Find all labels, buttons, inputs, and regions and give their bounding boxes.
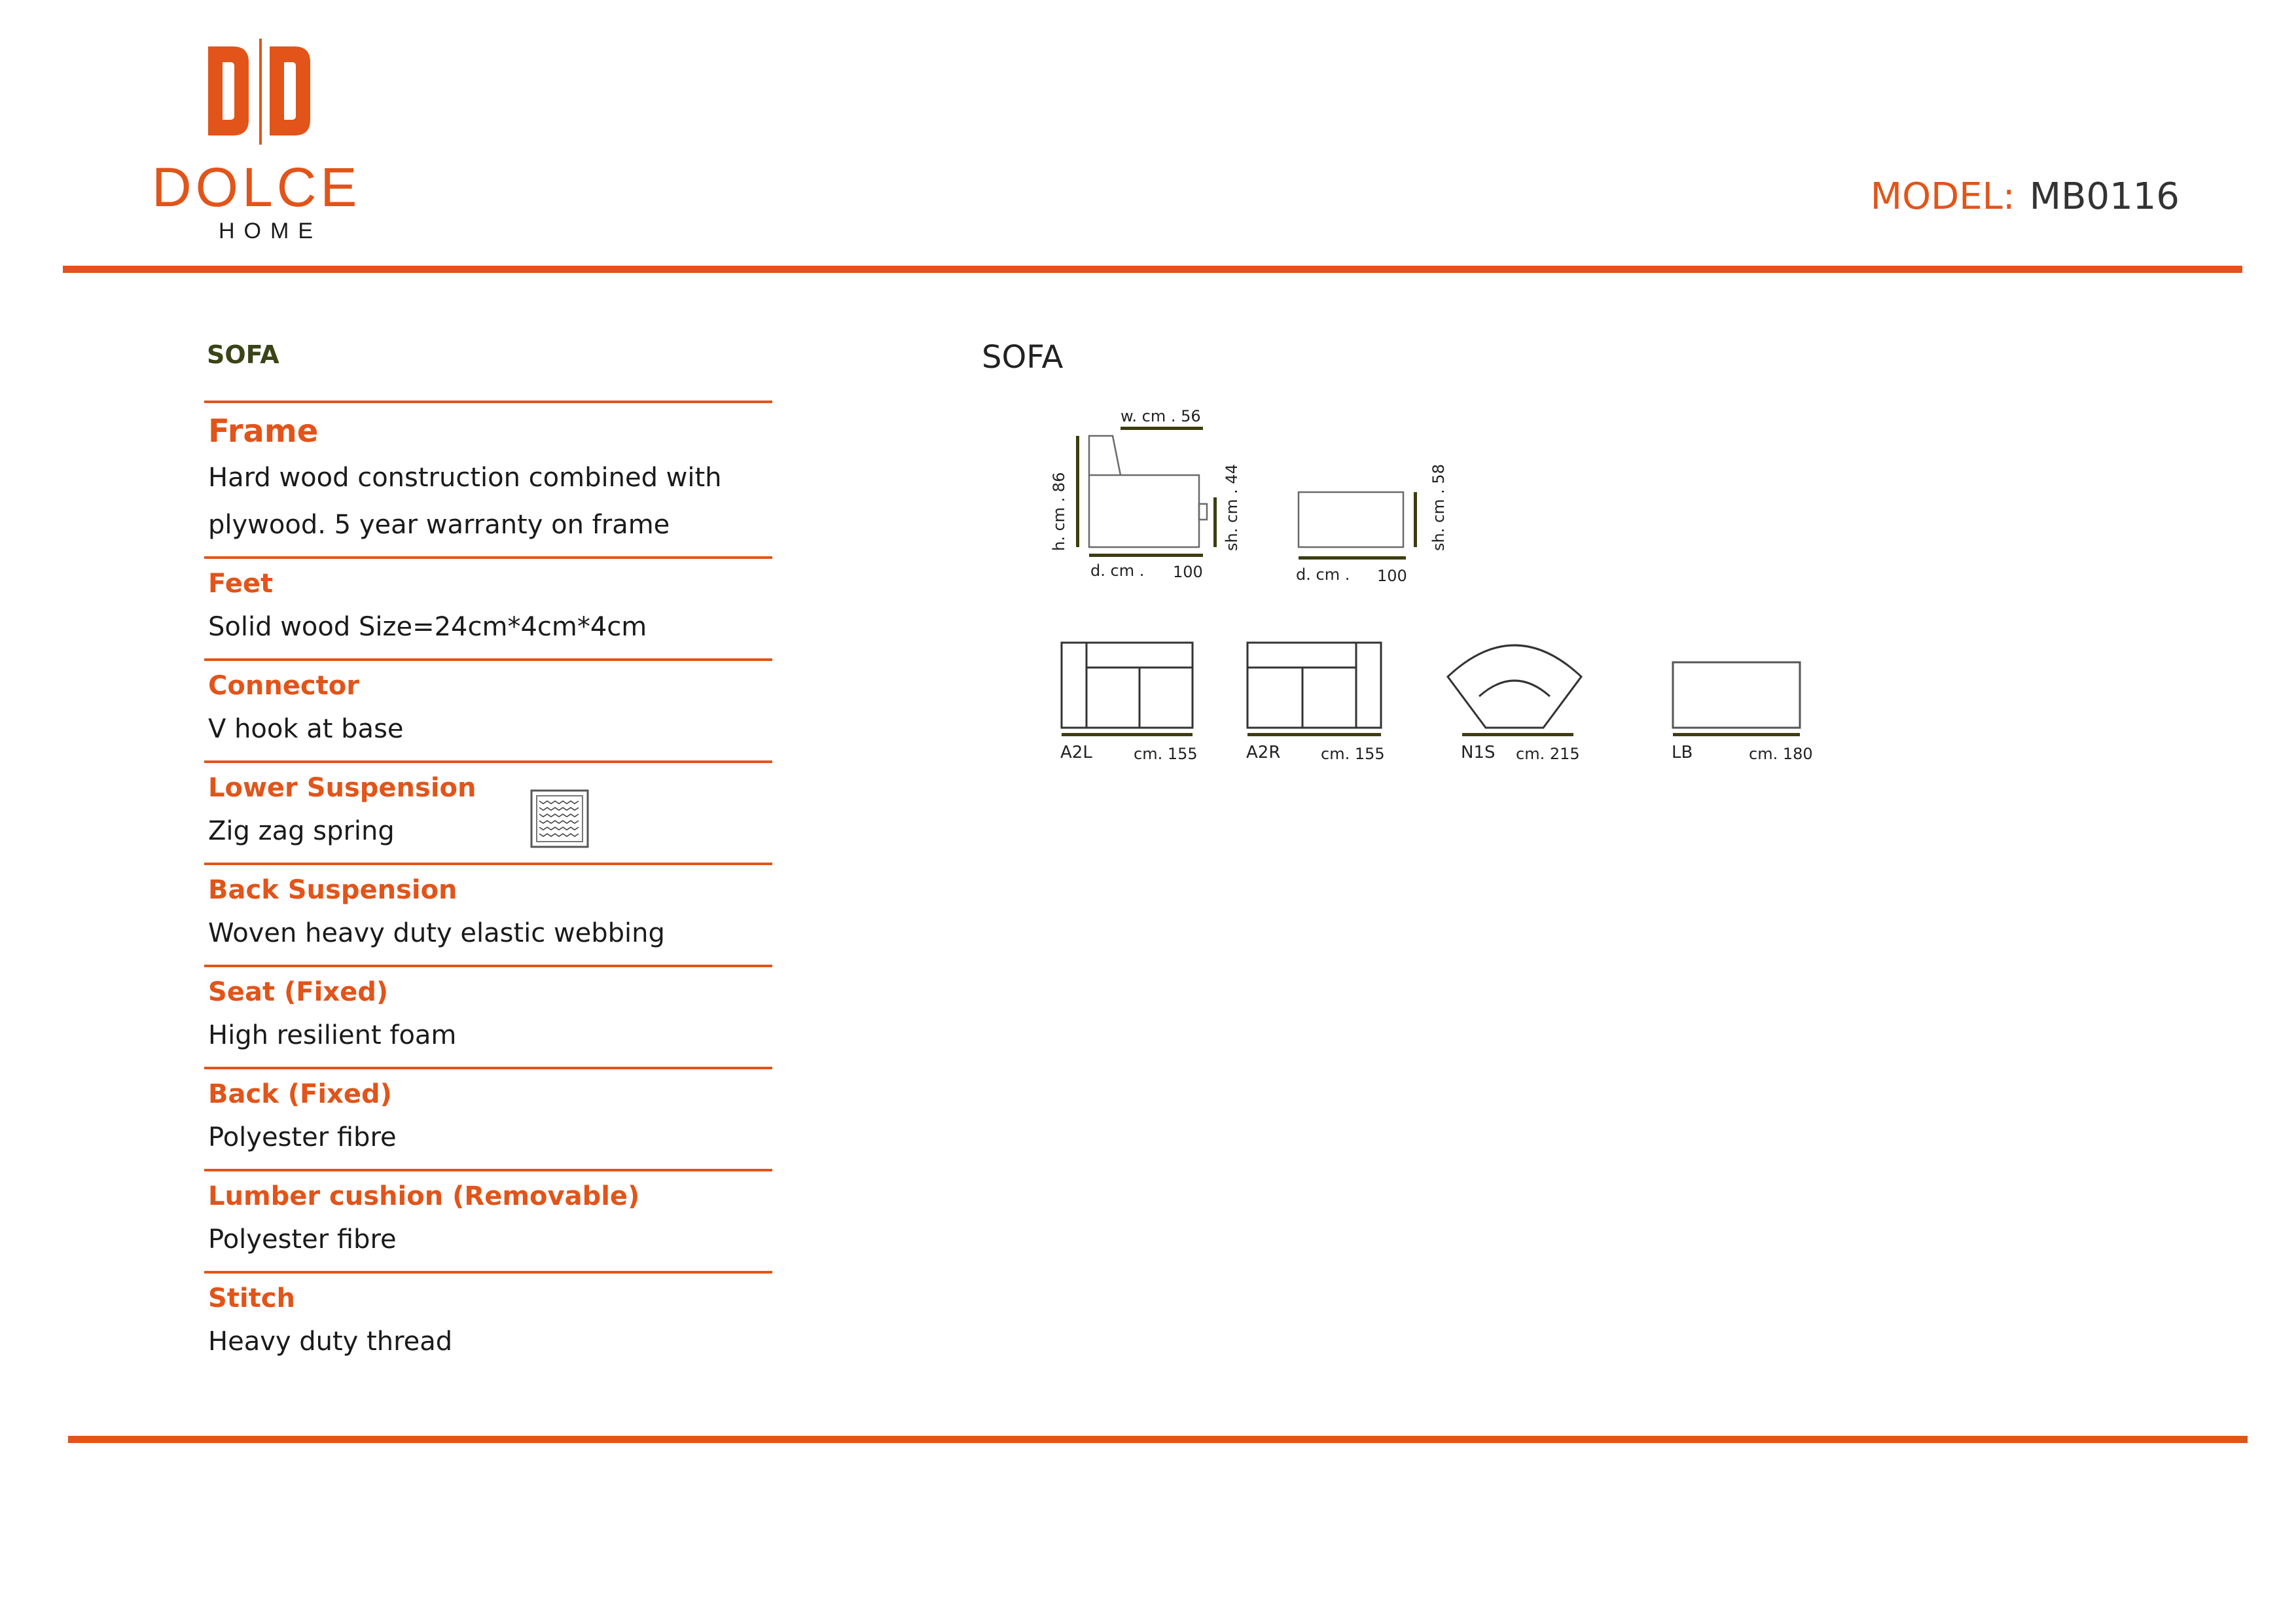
spec-text: Heavy duty thread [208,1327,453,1357]
dim-ottoman-sh-label: sh. cm . 58 [1429,464,1448,551]
dim-n1s-bar [1462,733,1573,736]
dim-depth-value: 100 [1173,563,1203,581]
brand-name: DOLCE [152,156,361,218]
dim-a2l-bar [1062,733,1193,736]
spec-text: Polyester fibre [208,1122,397,1152]
side-view-cushion [1199,504,1207,520]
spec-heading: Stitch [208,1283,295,1313]
spec-heading: Frame [208,413,319,450]
module-size: cm. 180 [1749,745,1813,763]
spec-title: SOFA [207,340,279,369]
dim-height-label: h. cm . 86 [1050,472,1068,551]
module-a2r-drawing [1247,643,1381,728]
spec-heading: Back Suspension [208,875,457,905]
spec-heading: Feet [208,569,274,599]
dim-height-bar [1076,436,1079,547]
drawings-title: SOFA [982,339,1064,376]
spec-text: Zig zag spring [208,816,395,846]
dim-seat-height-bar [1213,497,1217,547]
side-view-outline [1089,436,1199,547]
module-a2l-drawing [1062,643,1193,728]
dim-ottoman-depth-label: d. cm . [1296,565,1350,584]
spec-heading: Lumber cushion (Removable) [208,1181,640,1211]
dim-width-label: w. cm . 56 [1121,407,1201,425]
dim-ottoman-depth-value: 100 [1377,567,1407,585]
spec-text: V hook at base [208,714,404,744]
module-code: A2L [1060,743,1092,762]
spec-heading: Back (Fixed) [208,1079,392,1109]
dim-ottoman-depth-bar [1299,556,1406,560]
model-value: MB0116 [2029,175,2179,218]
module-size: cm. 215 [1516,745,1580,763]
module-size: cm. 155 [1321,745,1385,763]
module-lb-drawing [1673,662,1800,728]
module-size: cm. 155 [1134,745,1198,763]
module-code: LB [1672,743,1693,762]
ottoman-outline [1299,492,1403,547]
spec-text: High resilient foam [208,1020,457,1050]
brand-subname: HOME [219,219,322,243]
dim-width-bar [1121,427,1203,430]
spec-heading: Connector [208,671,359,701]
spec-text: Solid wood Size=24cm*4cm*4cm [208,612,647,642]
dim-depth-label: d. cm . [1090,562,1145,580]
module-n1s-drawing [1448,645,1581,728]
module-code: N1S [1461,743,1496,762]
dim-lb-bar [1673,733,1800,736]
spec-text: Woven heavy duty elastic webbing [208,918,665,948]
model-label: MODEL: [1870,175,2015,218]
spec-text: Polyester fibre [208,1224,397,1255]
spec-heading: Lower Suspension [208,773,476,803]
dim-seat-height-label: sh. cm . 44 [1223,464,1241,551]
dim-a2r-bar [1247,733,1381,736]
spec-heading: Seat (Fixed) [208,977,389,1007]
module-code: A2R [1246,743,1281,762]
spec-text: Hard wood construction combined with plywood. 5 year warranty on frame [208,463,722,540]
dim-ottoman-sh-bar [1414,492,1417,547]
dim-depth-bar [1089,554,1203,557]
